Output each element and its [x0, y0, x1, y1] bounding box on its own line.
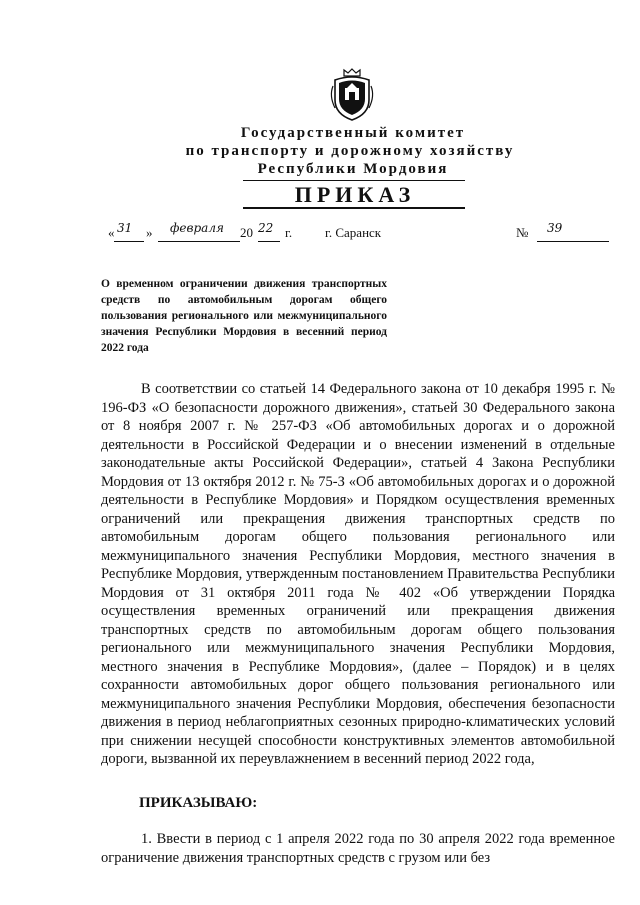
date-open-quote: «	[108, 225, 115, 240]
coat-of-arms-emblem	[327, 66, 377, 122]
date-day-handwritten: 31	[117, 221, 133, 235]
date-year-unit: г.	[285, 225, 293, 240]
preamble-paragraph: В соответствии со статьей 14 Федерального закона от 10 декабря 1995 г. № 196-ФЗ «О безопасности дорожного движения», статьей 30 Федерального закона от 8 ноября 2007 г. № 257-ФЗ «Об автомобильных дорогах и о дорожной деятельности в Российской Федерации и о внесении изменений в отдельные законодательные акты Российской Федерации», статьей 4 Закона Республики Мордовия от 13 октября 2012 г. № 75-З «Об автомобильных дорогах и о дорожной деятельности в Республике Мордовия» и Порядком осуществления временных ограничений или прекращения движения транспортных средств по автомобильным дорогам общего пользования регионального или межмуниципального значения Республики Мордовия, местного значения в Республике Мордовия, утвержденным постановлением Правительства Республики Мордовия от 31 октября 2011 года № 402 «Об утверждении Порядка осуществления временных ограничений или прекращения движения транспортных средств по автомобильным дорогам общего пользования регионального или межмуниципального значения Республики Мордовия, местного значения в Республике Мордовия», (далее – Порядок) и в целях сохранности автомобильных дорог общего пользования регионального или межмуниципального значения Республики Мордовия, обеспечения безопасности движения в период неблагоприятных сезонных природно-климатических условий при снижении несущей способности конструктивных элементов автомобильной дороги, вызванной их переувлажнением в весенний период 2022 года,	[101, 381, 615, 767]
organization-name-line1: Государственный комитет	[240, 125, 466, 141]
number-underline	[537, 241, 609, 242]
document-type-title: ПРИКАЗ	[294, 182, 416, 207]
organization-name-line2: по транспорту и дорожному хозяйству	[185, 143, 515, 159]
year-underline	[258, 241, 280, 242]
order-item-1: 1. Ввести в период с 1 апреля 2022 года по 30 апреля 2022 года временное ограничение движения транспортных средств с грузом или без	[101, 831, 615, 866]
order-number-handwritten: 39	[547, 221, 563, 235]
order-number-label: №	[516, 225, 529, 240]
header-rule-bottom	[243, 207, 465, 209]
organization-name-line3: Республики Мордовия	[257, 161, 449, 177]
month-underline	[158, 241, 240, 242]
day-underline	[114, 241, 144, 242]
header-rule-top	[243, 180, 465, 181]
date-year-suffix-handwritten: 22	[258, 221, 274, 235]
date-month-handwritten: февраля	[170, 221, 224, 235]
order-subject: О временном ограничении движения транспортных средств по автомобильным дорогам общего пользования регионального или межмуниципального значения Республики Мордовия в весенний период 2022 года	[101, 278, 387, 354]
date-year-prefix: 20	[240, 225, 253, 240]
date-close-quote: »	[146, 225, 153, 240]
city-name: г. Саранск	[325, 225, 382, 240]
order-directive-heading: ПРИКАЗЫВАЮ:	[139, 795, 258, 811]
